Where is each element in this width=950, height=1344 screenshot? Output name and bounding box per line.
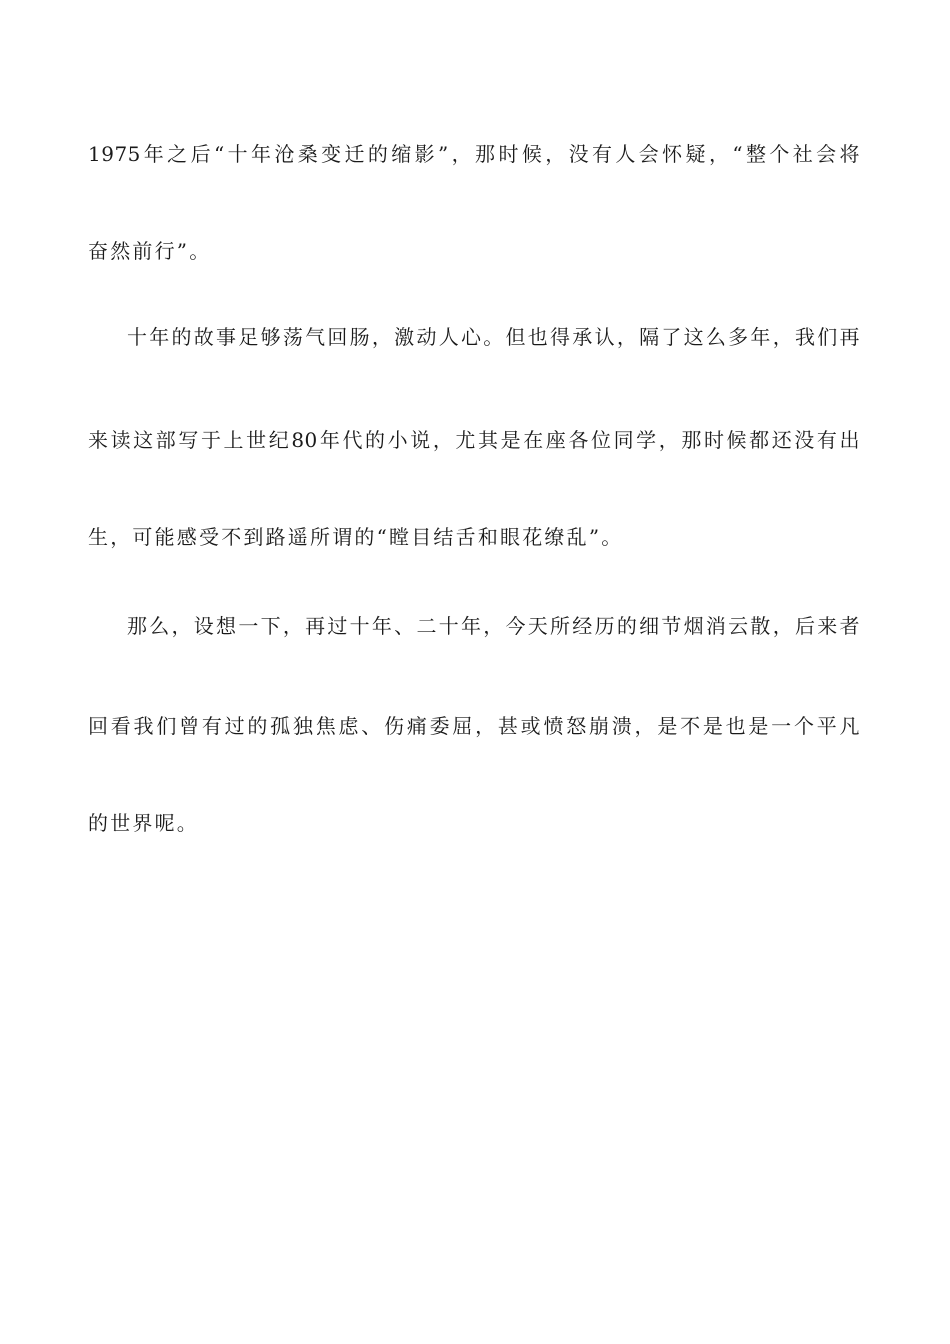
paragraph-2-line-3: 生，可能感受不到路遥所谓的“瞠目结舌和眼花缭乱”。 [88, 525, 624, 549]
paragraph-3-line-1: 那么，设想一下，再过十年、二十年，今天所经历的细节烟消云散，后来者 [127, 614, 860, 638]
paragraph-1-line-2: 奋然前行”。 [88, 239, 212, 263]
paragraph-3-line-2: 回看我们曾有过的孤独焦虑、伤痛委屈，甚或愤怒崩溃，是不是也是一个平凡 [88, 714, 860, 738]
paragraph-1-line-1: 1975年之后“十年沧桑变迁的缩影”，那时候，没有人会怀疑，“整个社会将 [88, 142, 860, 166]
paragraph-3-line-3: 的世界呢。 [88, 811, 199, 835]
paragraph-2-line-1: 十年的故事足够荡气回肠，激动人心。但也得承认，隔了这么多年，我们再 [127, 325, 860, 349]
paragraph-2-line-2: 来读这部写于上世纪80年代的小说，尤其是在座各位同学，那时候都还没有出 [88, 428, 860, 452]
